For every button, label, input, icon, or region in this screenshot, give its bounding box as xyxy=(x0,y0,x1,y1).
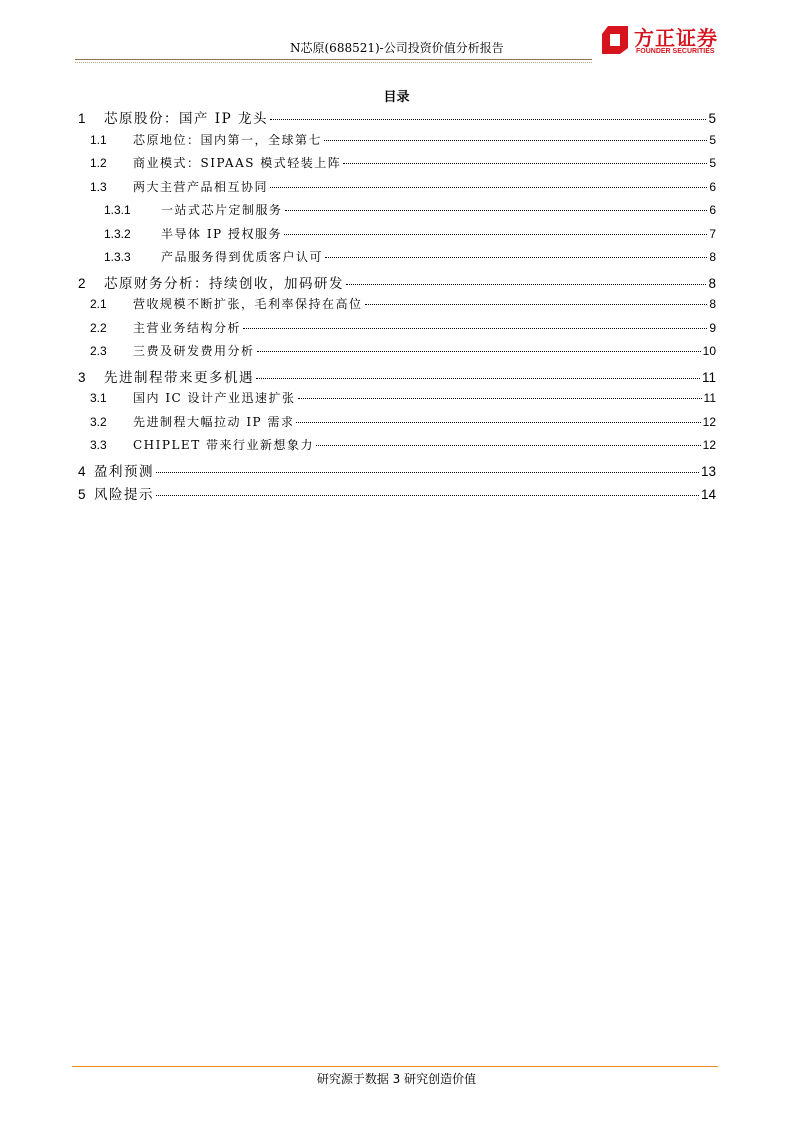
toc-entry-number: 1.3 xyxy=(90,179,107,194)
toc-entry-number: 2 xyxy=(78,275,86,291)
toc-entry-number: 2.3 xyxy=(90,344,107,358)
toc-entry[interactable] xyxy=(78,131,716,155)
toc-leader-dots xyxy=(257,351,701,352)
header-title: N芯原(688521)-公司投资价值分析报告 xyxy=(290,41,504,55)
toc-entry-title: 营收规模不断扩张，毛利率保持在高位 xyxy=(133,297,363,311)
toc-entry-number: 1.3.2 xyxy=(104,226,131,241)
toc-leader-dots xyxy=(296,422,700,423)
toc-entry-number: 1 xyxy=(78,111,86,126)
toc-entry-page: 6 xyxy=(709,203,716,217)
toc-entry-page: 5 xyxy=(709,132,716,147)
toc-leader-dots xyxy=(298,398,702,399)
toc-entry-page: 8 xyxy=(708,275,716,291)
toc-entry-title: 半导体 IP 授权服务 xyxy=(161,226,282,241)
toc-entry-number: 4 xyxy=(78,463,86,479)
toc-entry-title: 一站式芯片定制服务 xyxy=(161,203,283,217)
toc-entry[interactable] xyxy=(78,366,716,390)
toc-entry-title: 先进制程大幅拉动 IP 需求 xyxy=(133,414,295,429)
toc-entry-title: 先进制程带来更多机遇 xyxy=(104,369,254,386)
header-divider xyxy=(75,59,592,60)
toc-entry-title: 芯原财务分析：持续创收，加码研发 xyxy=(104,275,344,292)
toc-entry-number: 3.2 xyxy=(90,414,107,429)
toc-entry[interactable] xyxy=(78,483,716,507)
toc-entry-page: 6 xyxy=(709,179,716,194)
toc-leader-dots xyxy=(316,445,701,446)
toc-entry[interactable] xyxy=(78,413,716,437)
footer-divider xyxy=(72,1066,718,1067)
toc-leader-dots xyxy=(346,284,706,285)
toc-entry-page: 11 xyxy=(703,391,716,405)
toc-entry-number: 1.3.1 xyxy=(104,203,131,217)
toc-entry-number: 3.1 xyxy=(90,391,107,405)
toc-leader-dots xyxy=(243,328,707,329)
toc-entry-title: 芯原地位：国内第一，全球第七 xyxy=(133,132,323,147)
toc-entry-page: 5 xyxy=(709,156,716,170)
toc-leader-dots xyxy=(285,210,708,211)
toc-leader-dots xyxy=(156,495,699,496)
toc-entry[interactable] xyxy=(78,154,716,178)
toc-entry-title: 主营业务结构分析 xyxy=(133,320,242,335)
header-divider-dotted xyxy=(75,62,592,63)
toc-entry[interactable] xyxy=(78,178,716,202)
toc-entry-page: 10 xyxy=(702,344,716,358)
toc-entry-page: 8 xyxy=(709,297,716,311)
table-of-contents xyxy=(78,107,716,507)
toc-leader-dots xyxy=(284,234,707,235)
toc-entry[interactable] xyxy=(78,201,716,225)
toc-entry-number: 1.2 xyxy=(90,156,107,170)
toc-entry-number: 1.3.3 xyxy=(104,250,131,264)
toc-entry[interactable] xyxy=(78,295,716,319)
toc-entry-page: 8 xyxy=(709,250,716,264)
toc-entry[interactable] xyxy=(78,342,716,366)
toc-entry[interactable] xyxy=(78,460,716,484)
toc-entry-page: 7 xyxy=(709,226,716,241)
toc-entry-number: 1.1 xyxy=(90,132,107,147)
toc-entry-title: 商业模式：SIPAAS 模式轻装上阵 xyxy=(133,156,342,170)
toc-title: 目录 xyxy=(383,90,410,105)
logo-text-en: FOUNDER SECURITIES xyxy=(636,48,715,55)
toc-entry-number: 2.1 xyxy=(90,297,107,311)
toc-entry[interactable] xyxy=(78,436,716,460)
toc-leader-dots xyxy=(270,119,706,120)
toc-entry-page: 9 xyxy=(709,320,716,335)
toc-entry-number: 3 xyxy=(78,369,86,385)
toc-leader-dots xyxy=(156,472,699,473)
toc-entry-title: 芯原股份：国产 IP 龙头 xyxy=(104,111,268,127)
toc-leader-dots xyxy=(325,257,707,258)
toc-entry[interactable] xyxy=(78,319,716,343)
toc-entry-title: 盈利预测 xyxy=(94,463,154,480)
toc-leader-dots xyxy=(343,163,707,164)
toc-entry-page: 13 xyxy=(700,463,716,479)
founder-securities-logo xyxy=(600,24,720,58)
toc-entry[interactable] xyxy=(78,225,716,249)
toc-entry-number: 3.3 xyxy=(90,438,107,452)
toc-entry-title: 两大主营产品相互协同 xyxy=(133,179,269,194)
toc-entry[interactable] xyxy=(78,389,716,413)
toc-entry-title: CHIPLET 带来行业新想象力 xyxy=(133,438,315,452)
toc-entry-page: 5 xyxy=(708,111,716,126)
toc-entry-title: 国内 IC 设计产业迅速扩张 xyxy=(133,391,296,405)
logo-mark-icon xyxy=(600,24,630,56)
toc-entry-title: 产品服务得到优质客户认可 xyxy=(161,250,324,264)
toc-leader-dots xyxy=(365,304,708,305)
toc-leader-dots xyxy=(324,140,707,141)
toc-entry-page: 11 xyxy=(701,369,716,385)
logo-text-cn: 方正证券 xyxy=(634,26,718,50)
toc-entry-title: 三费及研发费用分析 xyxy=(133,344,255,358)
toc-entry[interactable] xyxy=(78,272,716,296)
toc-leader-dots xyxy=(270,187,707,188)
toc-entry[interactable] xyxy=(78,107,716,131)
toc-entry-page: 12 xyxy=(702,414,716,429)
toc-entry-number: 5 xyxy=(78,487,86,502)
footer-slogan: 研究源于数据 3 研究创造价值 xyxy=(316,1072,477,1086)
toc-entry-page: 12 xyxy=(702,438,716,452)
toc-entry[interactable] xyxy=(78,248,716,272)
toc-leader-dots xyxy=(256,378,700,379)
toc-entry-title: 风险提示 xyxy=(94,487,154,503)
toc-entry-number: 2.2 xyxy=(90,320,107,335)
toc-entry-page: 14 xyxy=(700,487,716,502)
